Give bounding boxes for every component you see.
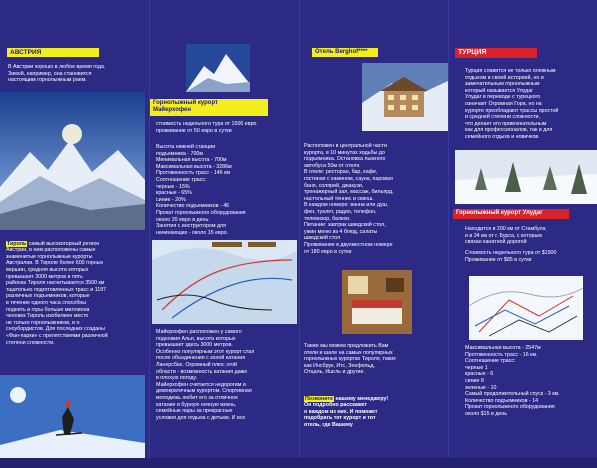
hotel-header: Отель Berghof****	[312, 48, 378, 57]
piste-map-icon	[152, 240, 297, 324]
mayrhofen-description: Майерхофен расположен у самого подножия Альп, высота которых превышает здесь 3000 метров. Особенно популярным этот курорт стал после объединения с зоной катания Ланерсбах. Огромный плюс этой области - возможность катания даже в плохую погоду. Майерхофен считается недорогим и демократичным курортом. Спортивная молодежь любит его за отличное катание и бурную ночную жизнь, семейные пары за прекрасные условия для отдыха с детьми. И все	[156, 329, 255, 421]
room-photo	[342, 270, 412, 334]
turkey-header: ТУРЦИЯ	[455, 48, 537, 58]
hotel-photo	[362, 63, 448, 131]
hotel-description: Расположен в центральной части курорта, в 10 минутах ходьбы до подъемника. Остановка лыжного автобуса 50м от отеля. В отеле: ресторан, бар, кафе, гостиная с камином, сауна, паровая баня, солярий, джакузи, тренажерный зал, массаж, бильярд, настольный теннис и сквош. В каждом номере: ванна или душ, фен, туалет, радио, телефон, телевизор, балкон. Питание: завтрак шведский стол, ужин меню из 4 блюд, салаты шведский стол Проживание в двухместном номере от 180 евро в сутки	[304, 143, 394, 255]
snowy-trees-image-icon	[455, 150, 597, 204]
piste-map-photo	[152, 240, 297, 324]
call-description: нашему менеджеру! Он подробно расскажет о каждом из них. И поможет подобрать тот курорт и тот отель, где Вашему	[304, 395, 389, 428]
mayrhofen-stats: Высота нижней станции подъемника - 700м Минимальная высота - 700м Максимальная высота - 3286м Протяженность трасс - 146 км Соотношение трасс: черные - 15% красные - 65% синие - 20% Количество подъемников - 46 Прокат горнолыжного оборудования около 20 евро в день. Занятия с инструктором для начинающих - около 15 евро.	[156, 144, 246, 236]
mayrhofen-column	[150, 0, 300, 468]
uludag-price: Стоимость недельного тура от $1500 Проживание от $85 в сутки	[465, 250, 557, 263]
hotel-column	[300, 0, 448, 468]
peak-image-icon	[186, 44, 250, 92]
uludag-location: Находится в 200 км от Стамбула и в 34 км от г. Бурса, с которым связан канатной дорогой	[465, 226, 546, 246]
austria-mountain-photo	[0, 92, 145, 230]
austria-intro: В Австрии хорошо в любое время года. Зимой, например, она становится настоящим горнолыжным раем.	[8, 64, 106, 84]
uludag-photo	[455, 150, 597, 204]
mountain-image-icon	[0, 92, 145, 230]
tirol-label: Тироль	[7, 240, 27, 247]
skier-photo	[0, 375, 145, 468]
uludag-piste-map	[469, 276, 583, 340]
turkey-intro: Турция славится не только пляжным отдыхом и своей историей, но и замечательным горнолыжным который называется Улудаг Улудаг в переводе с турецкого означает Огромная Гора, но на курорте преобладают трассы простой и средней степени сложности, что делает его привлекательным как для профессионалов, так и для семейного отдыха и новичков.	[465, 68, 559, 140]
uludag-stats: Максимальная высота - 2547м Протяженность трасс - 16 км. Соотношение трасс: черные 1 красные - 6 синие 8 зеленые - 10 Самый продолжительный спуск - 3 км. Количество подъемников - 14 Прокат горнолыжного оборудования около $15 в день	[465, 345, 560, 417]
mayrhofen-header: Горнолыжный курорт Майерхофен	[150, 99, 268, 116]
austria-column	[0, 0, 150, 468]
bottom-strip	[0, 458, 597, 468]
skier-image-icon	[0, 375, 145, 468]
austria-header: АВСТРИЯ	[7, 48, 99, 57]
snow-peak-photo	[186, 44, 250, 92]
hotel-image-icon	[362, 63, 448, 131]
call-manager-text	[304, 389, 446, 429]
room-image-icon	[342, 270, 412, 334]
mayrhofen-price: стоимость недельного тура от 1500 евро проживание от 50 евро в сутки	[156, 121, 257, 134]
turkey-column	[449, 0, 597, 468]
tirol-text	[6, 234, 146, 346]
hotel-offer: Также мы можем предложить Вам отели и шале на самых популярных горнолыжных курортах Тироля, таких как Инсбрук, Итс, Зеефельд, Отцаль, Ишгль и другие.	[304, 343, 396, 376]
uludag-header: Горнолыжный курорт Улудаг	[453, 209, 569, 219]
tirol-description: самый высокогорный регион Австрии, в нем расположены самые знаменитые горнолыжные курорты Австралии. В Тироле более 600 горных вершин, средняя высота которых превышает 3000 метров и пять районах Тироля насчитывается 3500 км тщательно подготовленных трасс и 1187 различных подъемников, которые в течение одного часа способны поднять в горы больше миллиона человек Тироль изобилиен место не только горнолыжников, и о сноубордистов. Для последних созданы «Фан-парки» с препятствиями различной степени сложности.	[6, 240, 108, 346]
call-label: Позвоните	[305, 395, 334, 402]
uludag-map-icon	[469, 276, 583, 340]
